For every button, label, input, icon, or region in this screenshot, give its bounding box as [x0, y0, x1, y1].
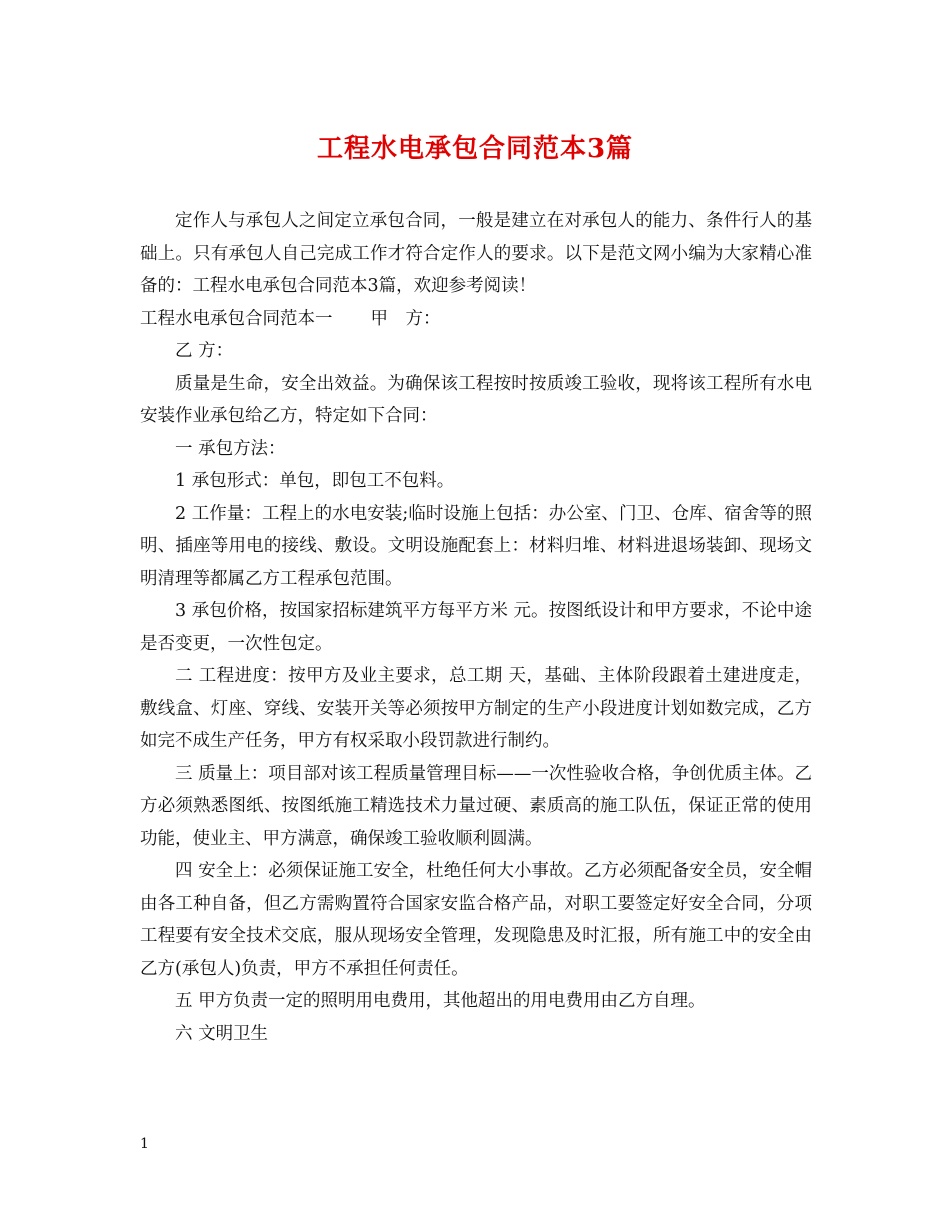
document-title: 工程水电承包合同范本3篇 [316, 134, 634, 164]
contract-paragraph: 质量是生命，安全出效益。为确保该工程按时按质竣工验收，现将该工程所有水电安装作业承包给乙方，特定如下合同： [140, 373, 812, 426]
party-a-label: 甲 方： [370, 308, 441, 329]
section-heading: 工程水电承包合同范本一 [140, 308, 333, 329]
contract-paragraph: 五 甲方负责一定的照明用电费用，其他超出的用电费用由乙方自理。 [175, 991, 706, 1011]
contract-paragraph: 3 承包价格，按国家招标建筑平方每平方米 元。按图纸设计和甲方要求，不论中途是否变更，一次性包定。 [140, 601, 812, 654]
party-b-label: 乙 方： [175, 341, 234, 361]
contract-paragraph: 二 工程进度：按甲方及业主要求，总工期 天，基础、主体阶段跟着土建进度走，敷线盒、灯座、穿线、安装开关等必须按甲方制定的生产小段进度计划如数完成，乙方如完不成生产任务，甲方有权采取小段罚款进行制约。 [140, 666, 812, 751]
intro-paragraph: 定作人与承包人之间定立承包合同，一般是建立在对承包人的能力、条件行人的基础上。只有承包人自己完成工作才符合定作人的要求。以下是范文网小编为大家精心准备的：工程水电承包合同范本3篇，欢迎参考阅读！ [140, 211, 812, 296]
contract-paragraph: 一 承包方法： [175, 438, 286, 459]
contract-paragraph: 2 工作量：工程上的水电安装;临时设施上包括：办公室、门卫、仓库、宿舍等的照明、插座等用电的接线、敷设。文明设施配套上：材料归堆、材料进退场装卸、现场文明清理等都属乙方工程承包范围。 [140, 503, 812, 589]
contract-paragraph: 1 承包形式：单包，即包工不包料。 [175, 471, 455, 491]
contract-paragraph: 三 质量上：项目部对该工程质量管理目标——一次性验收合格，争创优质主体。乙方必须熟悉图纸、按图纸施工精选技术力量过硬、素质高的施工队伍，保证正常的使用功能，使业主、甲方满意，确保竣工验收顺利圆满。 [140, 763, 812, 849]
contract-paragraph: 六 文明卫生 [175, 1023, 269, 1044]
document-body [140, 205, 812, 1050]
page-number: 1 [140, 1136, 149, 1152]
contract-paragraph: 四 安全上：必须保证施工安全，杜绝任何大小事故。乙方必须配备安全员，安全帽由各工种自备，但乙方需购置符合国家安监合格产品，对职工要签定好安全合同，分项工程要有安全技术交底，服从现场安全管理，发现隐患及时汇报，所有施工中的安全由乙方(承包人)负责，甲方不承担任何责任。 [140, 861, 812, 979]
section-heading-line [140, 303, 812, 336]
